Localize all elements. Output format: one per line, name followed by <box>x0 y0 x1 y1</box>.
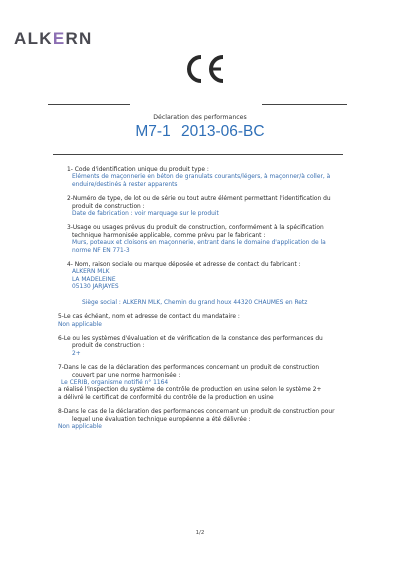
section-value: Murs, poteaux et cloisons en maçonnerie, entrant dans le domaine d'application de la <box>72 240 326 247</box>
ce-mark-icon <box>182 52 226 86</box>
logo-text-accent: E <box>52 29 66 48</box>
notified-body: Le CERIB, organisme notifié n° 1164 <box>61 379 169 386</box>
section-heading: technique harmonisée applicable, comme prévu par le fabricant : <box>72 232 266 239</box>
section-5 <box>58 314 358 329</box>
section-3 <box>58 225 358 255</box>
inspection-statement: a réalisé l'inspection du système de contrôle de production en usine selon le système 2+ <box>58 387 322 394</box>
separator-rule <box>53 154 343 155</box>
section-value: Date de fabrication : voir marquage sur le produit <box>72 211 219 218</box>
section-heading: 7-Dans le cas de la déclaration des performances concernant un produit de construction <box>58 365 320 372</box>
section-6 <box>58 336 358 358</box>
section-heading: 6-Le ou les systèmes d'évaluation et de vérification de la constance des performances du <box>58 335 323 342</box>
declaration-title: Déclaration des performances <box>153 114 247 121</box>
logo-text-tail: RN <box>65 29 93 48</box>
head-office: Siège social : ALKERN MLK, Chemin du grand houx 44320 CHAUMES en Retz <box>82 299 308 306</box>
section-heading: produit de construction : <box>72 203 145 210</box>
logo-text-main: ALK <box>14 29 53 48</box>
section-value: enduire/destinés à rester apparents <box>72 181 178 188</box>
manufacturer-name: ALKERN MLK <box>72 269 110 276</box>
section-heading: produit de construction : <box>72 343 145 350</box>
manufacturer-city: 05130 JARJAYES <box>72 284 119 291</box>
section-2 <box>58 196 358 218</box>
section-8 <box>58 409 358 431</box>
manufacturer-address: LA MADELEINE <box>72 276 116 283</box>
section-value: Non applicable <box>58 423 102 430</box>
section-value: Eléments de maçonnerie en béton de granulats courants/légers, à maçonner/à coller, à <box>72 174 331 181</box>
header-rule-left <box>48 104 130 105</box>
section-1 <box>58 167 358 189</box>
document-reference: M7-1 2013-06-BC <box>135 123 265 140</box>
section-heading: lequel une évaluation technique européenne a été délivrée : <box>72 416 251 423</box>
section-heading: 4- Nom, raison sociale ou marque déposée et adresse de contact du fabricant : <box>67 262 301 269</box>
section-value: 2+ <box>72 350 81 357</box>
section-heading: 1- Code d'identification unique du produit type : <box>67 167 209 173</box>
section-heading: 3-Usage ou usages prévus du produit de construction, conformément à la spécification <box>67 225 324 232</box>
section-value: norme NF EN 771-3 <box>72 247 130 254</box>
alkern-logo <box>14 29 93 49</box>
section-value: Non applicable <box>58 321 102 328</box>
page-number: 1/2 <box>195 530 205 536</box>
section-heading: 5-Le cas échéant, nom et adresse de contact du mandataire : <box>58 314 240 321</box>
section-heading: couvert par une norme harmonisée : <box>72 372 181 379</box>
header-rule-right <box>262 104 347 105</box>
declaration-content <box>58 167 358 438</box>
section-7 <box>58 365 358 402</box>
section-4 <box>58 262 358 307</box>
section-heading: 8-Dans le cas de la déclaration des performances concernant un produit de construction pour <box>58 409 335 416</box>
section-heading: 2-Numéro de type, de lot ou de série ou tout autre élément permettant l'identification du <box>67 196 331 203</box>
certificate-statement: a délivré le certificat de conformité du contrôle de la production en usine <box>58 394 274 401</box>
